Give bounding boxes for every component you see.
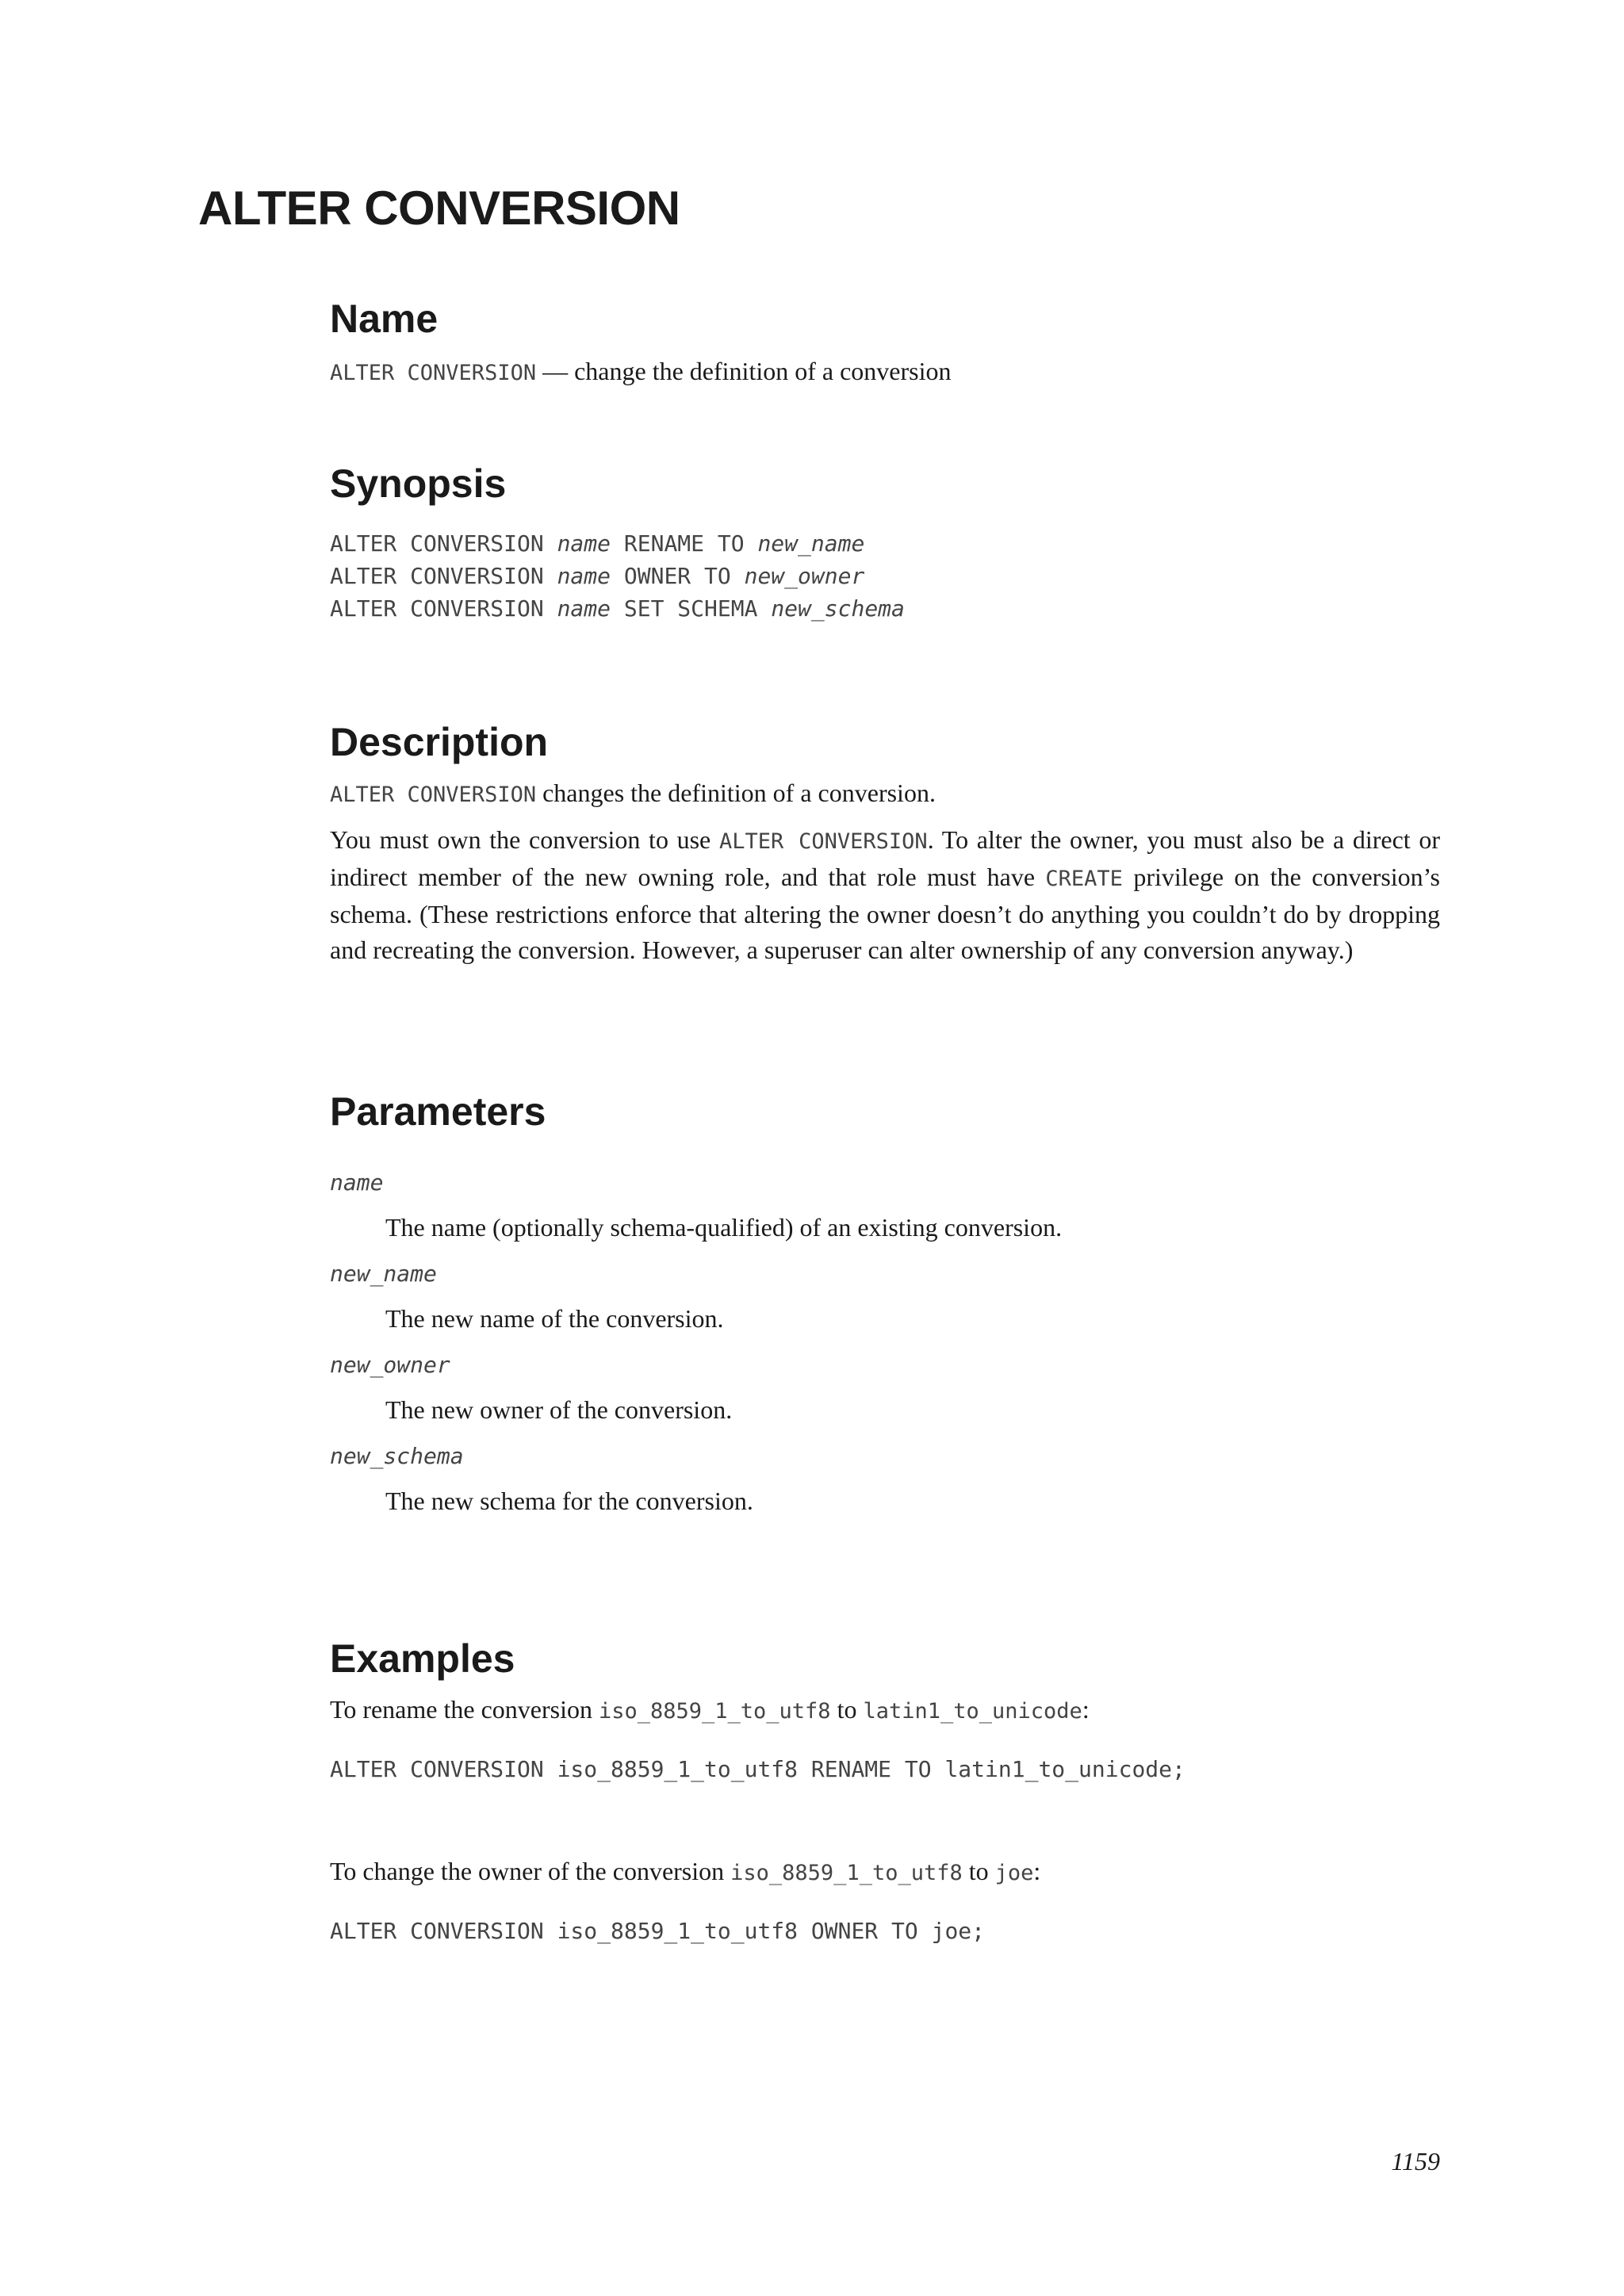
- parameter-term: new_schema: [330, 1443, 464, 1469]
- name-summary-text: — change the definition of a conversion: [536, 357, 952, 385]
- example-program: ALTER CONVERSION iso_8859_1_to_utf8 RENAME TO latin1_to_unicode;: [330, 1756, 1185, 1782]
- parameter-term: new_name: [330, 1261, 437, 1287]
- synopsis-section: [330, 460, 1440, 625]
- description-section: [330, 718, 1440, 968]
- synopsis-block: [330, 527, 1440, 625]
- synopsis-line: ALTER CONVERSION name SET SCHEMA new_schema: [330, 595, 905, 622]
- example-program: ALTER CONVERSION iso_8859_1_to_utf8 OWNER TO joe;: [330, 1918, 986, 1944]
- name-section: [330, 295, 1440, 391]
- name-heading: Name: [330, 297, 439, 341]
- parameter-definition: The new schema for the conversion.: [385, 1487, 753, 1515]
- example-intro: To rename the conversion iso_8859_1_to_utf8 to latin1_to_unicode:: [330, 1695, 1090, 1724]
- examples-heading: Examples: [330, 1636, 515, 1681]
- synopsis-line: ALTER CONVERSION name OWNER TO new_owner: [330, 563, 865, 589]
- parameter-list: [330, 1167, 1440, 1519]
- synopsis-line: ALTER CONVERSION name RENAME TO new_name: [330, 530, 865, 557]
- page-title: ALTER CONVERSION: [198, 182, 680, 235]
- synopsis-heading: Synopsis: [330, 461, 507, 506]
- name-command: ALTER CONVERSION: [330, 361, 537, 385]
- parameter-term: new_owner: [330, 1352, 450, 1378]
- parameters-section: [330, 1088, 1440, 1519]
- examples-section: [330, 1635, 1440, 1947]
- description-paragraph: You must own the conversion to use ALTER CONVERSION. To alter the owner, you must also be a direct or indirect member of the new owning role, and that role must have CREATE privilege on the conversion’s schema. (These restrictions enforce that altering the owner doesn’t do anything you couldn’t do by dropping and recreating the conversion. However, a superuser can alter ownership of any conversion anyway.): [330, 825, 1441, 964]
- description-heading: Description: [330, 720, 549, 764]
- parameter-definition: The new owner of the conversion.: [385, 1395, 733, 1424]
- parameter-definition: The new name of the conversion.: [385, 1304, 724, 1333]
- example-intro: To change the owner of the conversion iso_8859_1_to_utf8 to joe:: [330, 1857, 1041, 1885]
- description-paragraph: ALTER CONVERSION changes the definition of a conversion.: [330, 779, 936, 807]
- parameter-term: name: [330, 1169, 384, 1196]
- page-number: 1159: [1391, 2147, 1440, 2175]
- parameters-heading: Parameters: [330, 1089, 546, 1134]
- name-summary: [330, 354, 1440, 391]
- parameter-definition: The name (optionally schema-qualified) of an existing conversion.: [385, 1213, 1063, 1242]
